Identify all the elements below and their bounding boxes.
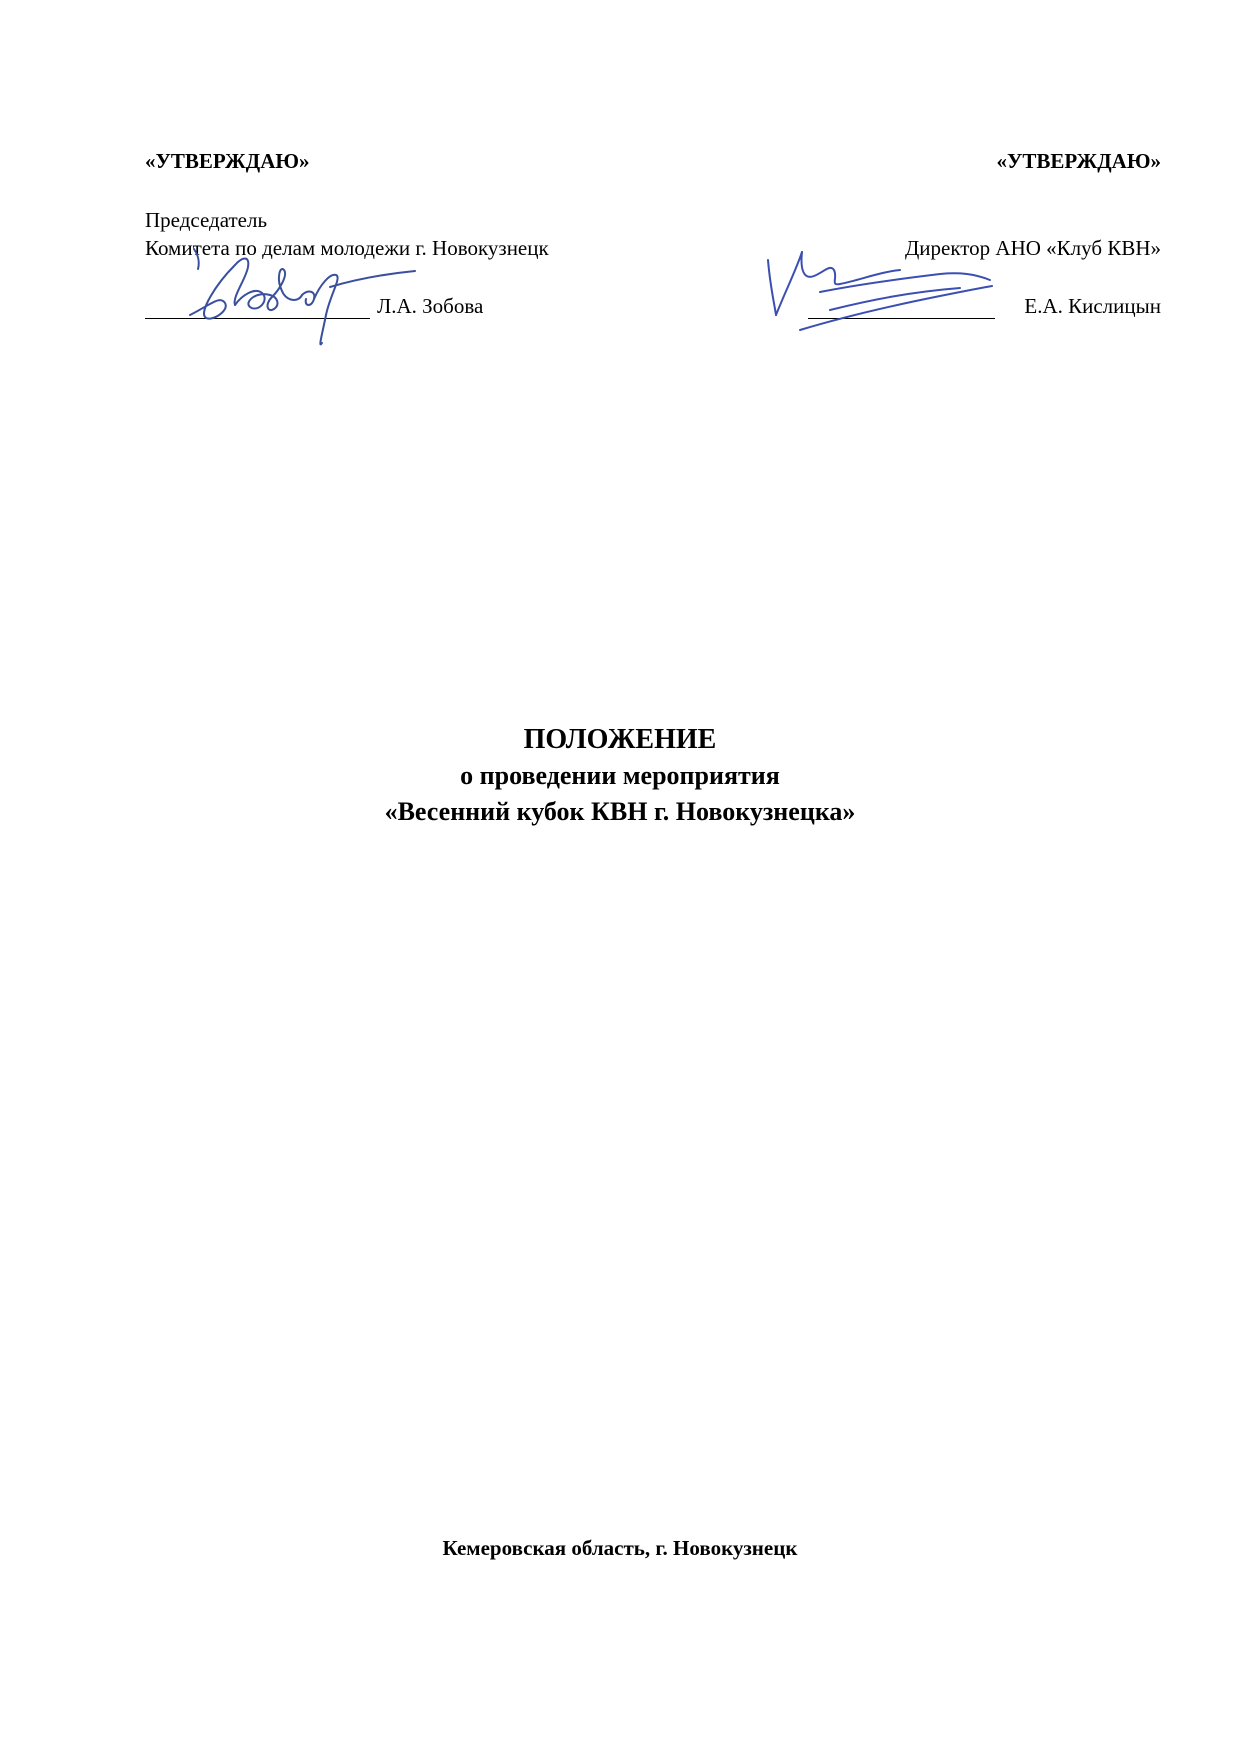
document-place: Кемеровская область, г. Новокузнецк <box>442 1536 798 1560</box>
approval-heading-right: «УТВЕРЖДАЮ» <box>996 149 1161 173</box>
document-subtitle-line-1: о проведении мероприятия <box>460 761 780 790</box>
approver-position-left-line-2: Комитета по делам молодежи г. Новокузнецк <box>145 236 549 260</box>
handwritten-signature-left <box>180 245 420 355</box>
handwritten-signature-right <box>760 240 1000 340</box>
approver-position-left-line-1: Председатель <box>145 208 268 232</box>
document-subtitle-line-2: «Весенний кубок КВН г. Новокузнецка» <box>384 797 856 826</box>
document-title-block <box>0 722 1240 830</box>
document-title: ПОЛОЖЕНИЕ <box>523 724 717 755</box>
approval-heading-left: «УТВЕРЖДАЮ» <box>145 149 310 173</box>
approver-position-right: Директор АНО «Клуб КВН» <box>904 236 1161 260</box>
signer-name-right: Е.А. Кислицын <box>1024 294 1161 318</box>
signer-name-left: Л.А. Зобова <box>377 294 484 318</box>
